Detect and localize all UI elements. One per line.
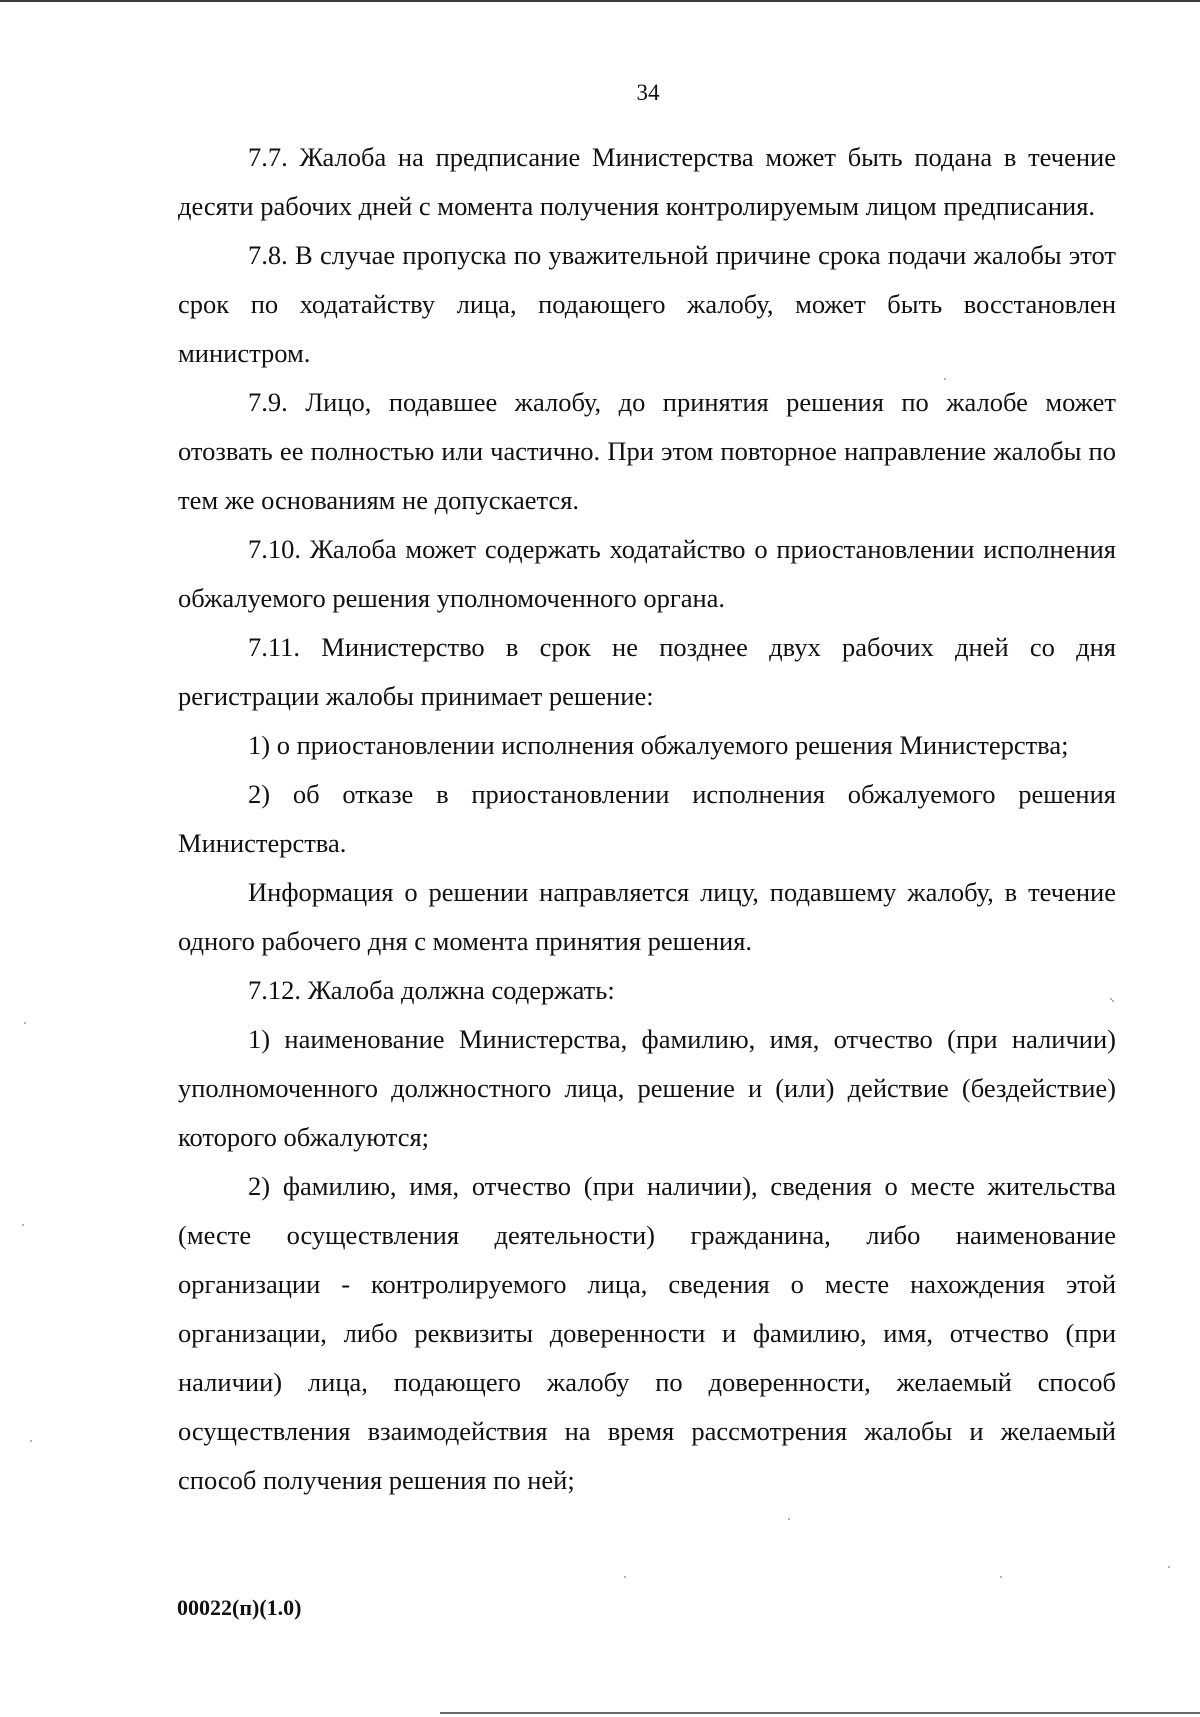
scan-bottom-edge — [440, 1712, 1200, 1714]
scan-speck — [22, 1224, 24, 1226]
scan-speck — [1112, 1000, 1114, 1002]
paragraph-7-10: 7.10. Жалоба может содержать ходатайство о приостановлении исполнения обжалуемого решения уполномоченного органа. — [178, 534, 1116, 613]
scan-speck — [24, 1022, 26, 1024]
scan-speck — [1000, 1576, 1002, 1578]
paragraph-7-11: 7.11. Министерство в срок не позднее двух рабочих дней со дня регистрации жалобы принимает решение: — [178, 632, 1116, 711]
paragraph-decision-info: Информация о решении направляется лицу, подавшему жалобу, в течение одного рабочего дня с момента принятия решения. — [178, 877, 1116, 956]
list-item-7-11-2: 2) об отказе в приостановлении исполнения обжалуемого решения Министерства. — [178, 779, 1116, 858]
scan-speck — [624, 1576, 626, 1578]
list-item-7-12-1: 1) наименование Министерства, фамилию, имя, отчество (при наличии) уполномоченного должностного лица, решение и (или) действие (бездействие) которого обжалуются; — [178, 1024, 1116, 1152]
scan-speck — [1168, 1566, 1170, 1568]
list-item-7-12-2: 2) фамилию, имя, отчество (при наличии), сведения о месте жительства (месте осуществления деятельности) гражданина, либо наименование организации - контролируемого лица, сведения о месте нахождения этой организации, либо реквизиты доверенности и фамилию, имя, отчество (при наличии) лица, подающего жалобу по доверенности, желаемый способ осуществления взаимодействия на время рассмотрения жалобы и желаемый способ получения решения по ней; — [178, 1171, 1116, 1495]
paragraph-7-7: 7.7. Жалоба на предписание Министерства может быть подана в течение десяти рабочих дней с момента получения контролируемым лицом предписания. — [178, 142, 1116, 221]
paragraph-7-8: 7.8. В случае пропуска по уважительной причине срока подачи жалобы этот срок по ходатайству лица, подающего жалобу, может быть восстановлен министром. — [178, 240, 1116, 368]
paragraph-7-9: 7.9. Лицо, подавшее жалобу, до принятия решения по жалобе может отозвать ее полностью или частично. При этом повторное направление жалобы по тем же основаниям не допускается. — [178, 387, 1116, 515]
list-item-7-11-1: 1) о приостановлении исполнения обжалуемого решения Министерства; — [248, 730, 1069, 760]
scan-speck — [944, 378, 946, 380]
scan-top-edge — [0, 0, 1200, 2]
scan-speck — [788, 1518, 790, 1520]
document-body — [178, 133, 1116, 1505]
scan-speck — [30, 1440, 32, 1442]
page-number: 34 — [636, 80, 660, 105]
document-code: 00022(п)(1.0) — [177, 1595, 302, 1620]
paragraph-7-12: 7.12. Жалоба должна содержать: — [248, 975, 615, 1005]
